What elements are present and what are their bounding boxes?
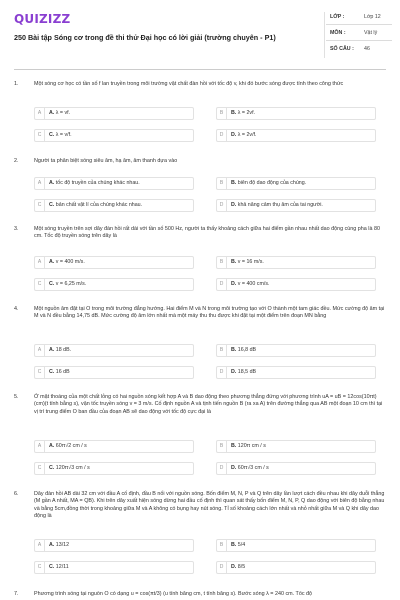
option-text: bản chất vật lí của chúng khác nhau. xyxy=(55,202,143,208)
option-letter: A xyxy=(35,108,45,119)
option-text: v = 6,25 m/s. xyxy=(55,281,87,287)
option-text: v = 400 m/s. xyxy=(55,259,85,265)
option-letter: C xyxy=(35,367,45,378)
option-d[interactable] xyxy=(216,462,376,475)
option-letter: B xyxy=(217,540,227,551)
meta-subject-label: MÔN : xyxy=(330,30,346,36)
option-label: C. xyxy=(49,132,55,138)
option-label: A. xyxy=(49,110,55,116)
option-label: C. xyxy=(49,564,55,570)
quizizz-logo: QUIZIZZ xyxy=(14,12,71,26)
question-number: 5. xyxy=(14,394,19,400)
question-text: Dây đàn hồi AB dài 32 cm với đầu A cố định, đầu B nối với nguồn sóng. Bốn điểm M, N, P và Q trên dây lần lượt cách đều nhau khi dây duỗi thẳng (M gần A nhất, MA = QB). Khi trên dây xuất hiện sóng dừng hai đầu cố định thì quan sát thấy bốn điểm M, N, P, Q dao động với biên độ bằng nhau và bằng 5cm,đồng thời trong khoảng giữa M và A không có bụng hay nút sóng. Tỉ số khoảng cách lớn nhất và nhỏ nhất giữa M và Q khi dây dao động là xyxy=(34,491,385,520)
option-c[interactable] xyxy=(34,278,194,291)
option-label: D. xyxy=(231,465,237,471)
option-label: B. xyxy=(231,347,237,353)
option-letter: C xyxy=(35,200,45,211)
option-d[interactable] xyxy=(216,278,376,291)
meta-divider xyxy=(326,40,392,41)
option-b[interactable] xyxy=(216,539,376,552)
option-c[interactable] xyxy=(34,129,194,142)
option-label: C. xyxy=(49,465,55,471)
option-c[interactable] xyxy=(34,199,194,212)
option-label: B. xyxy=(231,542,237,548)
question-text: Người ta phân biệt sóng siêu âm, hạ âm, âm thanh dựa vào xyxy=(34,158,178,164)
option-text: v = 400 cm/s. xyxy=(237,281,270,287)
option-text: 12/11 xyxy=(55,564,69,570)
option-text: 8/5 xyxy=(237,564,246,570)
option-text: tốc độ truyền của chúng khác nhau. xyxy=(55,180,140,186)
option-b[interactable] xyxy=(216,344,376,357)
option-label: D. xyxy=(231,202,237,208)
question-number: 2. xyxy=(14,158,19,164)
option-text: 120π√3 cm / s xyxy=(55,465,90,471)
option-label: C. xyxy=(49,281,55,287)
option-b[interactable] xyxy=(216,177,376,190)
option-a[interactable] xyxy=(34,256,194,269)
option-text: v = 16 m/s. xyxy=(237,259,264,265)
option-letter: B xyxy=(217,257,227,268)
option-label: C. xyxy=(49,202,55,208)
option-label: D. xyxy=(231,564,237,570)
option-text: 60π√2 cm / s xyxy=(55,443,87,449)
question-text: Phương trình sóng tại nguồn O có dạng u = cos(πt/3) (u tính bằng cm, t tính bằng s). Bước sóng λ = 240 cm. Tốc độ xyxy=(34,591,313,597)
option-letter: B xyxy=(217,178,227,189)
option-letter: B xyxy=(217,441,227,452)
option-letter: D xyxy=(217,463,227,474)
option-label: A. xyxy=(49,259,55,265)
meta-subject-value: Vật lý xyxy=(364,30,378,36)
question-number: 6. xyxy=(14,491,19,497)
option-letter: D xyxy=(217,279,227,290)
option-c[interactable] xyxy=(34,561,194,574)
meta-count-label: SỐ CÂU : xyxy=(330,46,354,52)
option-label: C. xyxy=(49,369,55,375)
option-d[interactable] xyxy=(216,129,376,142)
meta-divider xyxy=(326,24,392,25)
option-c[interactable] xyxy=(34,366,194,379)
option-text: 18 dB. xyxy=(55,347,72,353)
option-a[interactable] xyxy=(34,107,194,120)
meta-class-value: Lớp 12 xyxy=(364,14,381,20)
question-text: Một nguồn âm đặt tại O trong môi trường đẳng hướng. Hai điểm M và N trong môi trường tạo với O thành một tam giác đều. Mức cường độ âm tại M và N đều bằng 14,75 dB. Mức cường độ âm lớn nhất mà một máy thu thu được khi đặt tại một điểm trên đoạn MN bằng xyxy=(34,306,385,320)
option-label: A. xyxy=(49,542,55,548)
option-letter: D xyxy=(217,367,227,378)
question-text: Một sóng truyền trên sợi dây đàn hồi rất dài với tần số 500 Hz, người ta thấy khoảng cách giữa hai điểm gần nhau nhất dao động cùng pha là 80 cm. Tốc độ truyền sóng trên dây là xyxy=(34,226,380,240)
option-label: B. xyxy=(231,180,237,186)
option-text: 16 dB xyxy=(55,369,70,375)
option-label: D. xyxy=(231,369,237,375)
option-text: 60π√3 cm / s xyxy=(237,465,269,471)
option-text: khả năng cảm thụ âm của tai người. xyxy=(237,202,323,208)
option-label: B. xyxy=(231,110,237,116)
option-b[interactable] xyxy=(216,440,376,453)
option-text: 18,5 dB xyxy=(237,369,257,375)
option-label: B. xyxy=(231,443,237,449)
option-a[interactable] xyxy=(34,539,194,552)
question-text: Ở mặt thoáng của một chất lỏng có hai nguồn sóng kết hợp A và B dao động theo phương thẳng đứng với phương trình uA = uB = 12cos(10πt) (cm)(t tính bằng s), vận tốc truyền sóng v = 3 m/s. Cố định nguồn A và tịnh tiến nguồn B (ra xa A) trên đường thẳng qua AB một đoạn 10 cm thì tại vị trí trung điểm O ban đầu của đoạn AB sẽ dao động với tốc độ cực đại là xyxy=(34,394,383,415)
option-letter: C xyxy=(35,463,45,474)
option-letter: A xyxy=(35,441,45,452)
option-letter: B xyxy=(217,108,227,119)
option-letter: A xyxy=(35,178,45,189)
option-a[interactable] xyxy=(34,440,194,453)
question-text: Một sóng cơ học có tần số f lan truyền trong môi trường vật chất đàn hồi với tốc độ v, khi đó bước sóng được tính theo công thức xyxy=(34,81,344,87)
document-title: 250 Bài tập Sóng cơ trong đề thi thử Đại học có lời giải (trường chuyên - P1) xyxy=(14,33,276,42)
option-label: A. xyxy=(49,443,55,449)
document-header xyxy=(0,0,400,64)
option-label: D. xyxy=(231,281,237,287)
option-label: D. xyxy=(231,132,237,138)
option-text: 13/12 xyxy=(55,542,70,548)
option-letter: C xyxy=(35,562,45,573)
option-letter: A xyxy=(35,345,45,356)
option-text: 5/4 xyxy=(237,542,246,548)
option-letter: A xyxy=(35,540,45,551)
option-letter: D xyxy=(217,200,227,211)
option-text: λ = 2v/f. xyxy=(237,132,257,138)
option-text: biên độ dao động của chúng. xyxy=(237,180,307,186)
question-number: 7. xyxy=(14,591,19,597)
question-number: 3. xyxy=(14,226,19,232)
question-number: 4. xyxy=(14,306,19,312)
option-letter: B xyxy=(217,345,227,356)
option-d[interactable] xyxy=(216,561,376,574)
header-rule xyxy=(14,69,386,70)
option-letter: D xyxy=(217,562,227,573)
option-letter: C xyxy=(35,279,45,290)
option-text: 120π cm / s xyxy=(237,443,266,449)
option-b[interactable] xyxy=(216,256,376,269)
meta-count-value: 46 xyxy=(364,46,370,52)
option-letter: D xyxy=(217,130,227,141)
option-a[interactable] xyxy=(34,177,194,190)
option-letter: C xyxy=(35,130,45,141)
option-d[interactable] xyxy=(216,366,376,379)
option-c[interactable] xyxy=(34,462,194,475)
option-text: λ = vf. xyxy=(55,110,71,116)
option-letter: A xyxy=(35,257,45,268)
header-divider xyxy=(324,12,325,58)
option-a[interactable] xyxy=(34,344,194,357)
question-number: 1. xyxy=(14,81,19,87)
option-text: 16,8 dB xyxy=(237,347,257,353)
option-label: B. xyxy=(231,259,237,265)
option-label: A. xyxy=(49,180,55,186)
option-text: λ = v/f. xyxy=(55,132,72,138)
option-d[interactable] xyxy=(216,199,376,212)
option-b[interactable] xyxy=(216,107,376,120)
option-text: λ = 2vf. xyxy=(237,110,256,116)
meta-class-label: LỚP : xyxy=(330,14,345,20)
option-label: A. xyxy=(49,347,55,353)
